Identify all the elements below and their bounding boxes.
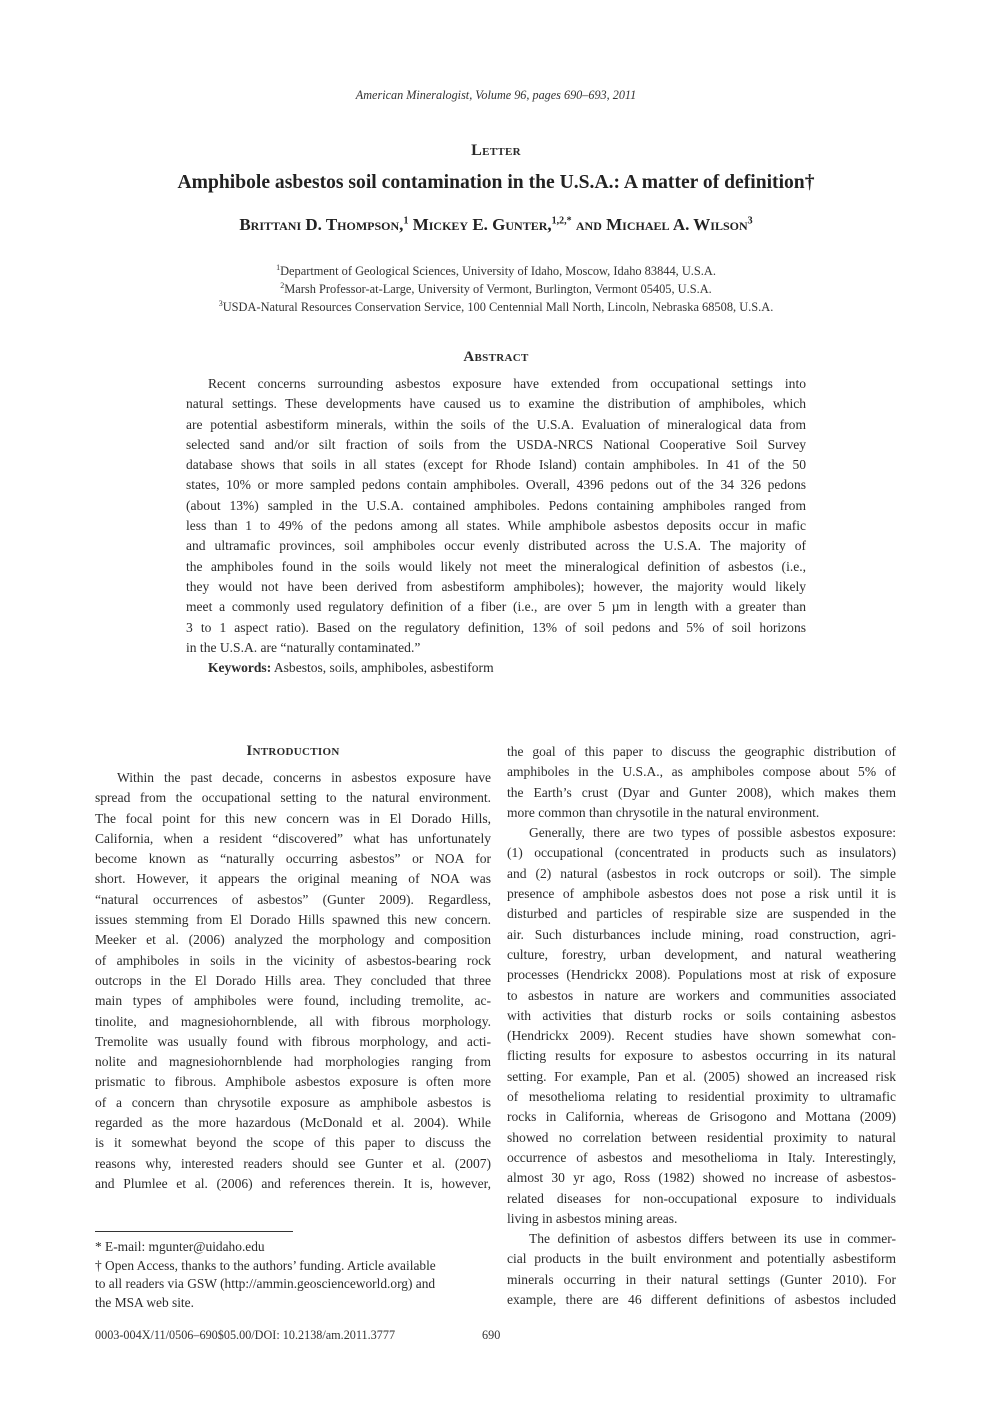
body-line: minerals occurring in their natural settings (Gunter 2010). For: [507, 1271, 896, 1287]
page-number: 690: [482, 1328, 501, 1342]
author-name: Brittani D. Thompson,: [239, 215, 404, 234]
affiliation-line: [0, 299, 992, 315]
body-line: Generally, there are two types of possible asbestos exposure:: [529, 825, 896, 841]
abstract-line: 3 to 1 aspect ratio). Based on the regulatory definition, 13% of soil pedons and 5% of soil horizons: [186, 619, 806, 635]
body-line: living in asbestos mining areas.: [507, 1210, 678, 1226]
body-line: main types of amphiboles were found, including tremolite, ac-: [95, 993, 491, 1009]
body-line: to asbestos in nature are workers and communities associated: [507, 987, 896, 1003]
section-label: Letter: [471, 142, 521, 159]
body-line: issues stemming from El Dorado Hills spawned this new concern.: [95, 912, 491, 928]
abstract-line: they would not have been derived from asbestiform amphiboles); however, the majority would likely: [186, 578, 806, 594]
body-line: reasons why, interested readers should see Gunter et al. (2007): [95, 1155, 491, 1171]
footnote-rule: [95, 1231, 293, 1232]
keywords-text: Asbestos, soils, amphiboles, asbestiform: [273, 660, 494, 676]
body-line: flicting results for exposure to asbestos occurring in its natural: [507, 1048, 896, 1064]
body-line: The focal point for this new concern was in El Dorado Hills,: [95, 810, 491, 826]
doi-line: 0003-004X/11/0506–690$05.00/DOI: 10.2138/am.2011.3777: [95, 1328, 396, 1342]
body-line: of amphiboles in soils in the vicinity of asbestos-bearing rock: [95, 952, 491, 968]
body-line: regarded as the more hazardous (McDonald et al. 2004). While: [95, 1115, 491, 1131]
body-line: of a concern than chrysotile exposure as amphibole asbestos is: [95, 1094, 491, 1110]
affiliation-marker: 1: [276, 263, 281, 272]
abstract-line: states, 10% or more sampled pedons contain amphiboles. Overall, 4396 pedons out of the 34 326 pedons: [186, 477, 806, 493]
body-line: almost 30 yr ago, Ross (1982) showed no increase of asbestos-: [507, 1170, 896, 1186]
intro-right-column: [507, 742, 896, 1310]
abstract-line: database shows that soils in all states (except for Rhode Island) contain amphiboles. In 41 of the 50: [186, 457, 806, 473]
body-line: spread from the occupational setting to the natural environment.: [95, 790, 491, 806]
body-line: nolite and magnesiohornblende had morphologies ranging from: [95, 1054, 491, 1070]
author-name: Michael A. Wilson: [606, 215, 748, 234]
body-line: “natural occurrences of asbestos” (Gunter 2009). Regardless,: [95, 891, 491, 907]
affiliation-line: [0, 263, 992, 279]
abstract-line: are potential asbestiform minerals, within the soils of the U.S.A. Evaluation of mineralogical data from: [186, 416, 806, 432]
body-line: the goal of this paper to discuss the geographic distribution of: [507, 744, 896, 759]
affiliation-line: [0, 281, 992, 297]
body-line: processes (Hendrickx 2008). Populations most at risk of exposure: [507, 967, 896, 983]
body-line: Meeker et al. (2006) analyzed the morphology and composition: [95, 932, 491, 948]
footnote-open-access-line: to all readers via GSW (http://ammin.geoscienceworld.org) and: [95, 1276, 436, 1291]
footnote-open-access-line: † Open Access, thanks to the authors’ funding. Article available: [95, 1257, 436, 1273]
body-line: occurrence of asbestos and mesothelioma in Italy. Interestingly,: [507, 1149, 896, 1165]
footnote-open-access-line: the MSA web site.: [95, 1294, 194, 1310]
body-line: amphiboles in the U.S.A., as amphiboles compose about 5% of: [507, 764, 896, 780]
abstract-line: Recent concerns surrounding asbestos exposure have extended from occupational settings into: [208, 376, 806, 391]
abstract-body: [186, 374, 806, 678]
keywords-label: Keywords:: [208, 660, 272, 676]
body-line: California, when a resident “discovered” what has unfortunately: [95, 830, 491, 846]
body-line: tinolite, and magnesiohornblende, all with fibrous morphology.: [95, 1013, 491, 1029]
abstract-heading: Abstract: [463, 349, 529, 365]
footnotes: [95, 1238, 495, 1312]
body-line: of mesothelioma relating to residential proximity to ultramafic: [507, 1089, 896, 1105]
author-conjunction: and: [575, 215, 602, 234]
body-line: prismatic to fibrous. Amphibole asbestos exposure is often more: [95, 1074, 491, 1090]
author-affiliation-marker: 3: [747, 215, 753, 227]
body-line: Within the past decade, concerns in asbestos exposure have: [117, 770, 491, 785]
author-name: Mickey E. Gunter,: [412, 215, 552, 234]
abstract-line: selected sand and/or silt fraction of soils from the USDA-NRCS National Cooperative Soil Survey: [186, 436, 806, 452]
abstract-line: (about 13%) sampled in the U.S.A. contained amphiboles. Pedons containing amphiboles ranged from: [186, 497, 806, 513]
body-line: become known as “naturally occurring asbestos” or NOA for: [95, 851, 491, 867]
author-list: [0, 215, 992, 235]
affiliation-marker: 2: [280, 281, 285, 290]
body-line: more common than chrysotile in the natural environment.: [507, 804, 820, 820]
body-line: example, there are 46 different definitions of asbestos included: [507, 1292, 896, 1308]
affiliation-text: Marsh Professor-at-Large, University of Vermont, Burlington, Vermont 05405, U.S.A.: [284, 282, 712, 297]
keywords-line: [186, 658, 806, 678]
body-line: short. However, it appears the original meaning of NOA was: [95, 871, 491, 887]
paper-title: Amphibole asbestos soil contamination in the U.S.A.: A matter of definition†: [177, 172, 815, 193]
body-line: presence of amphibole asbestos does not pose a risk until it is: [507, 886, 896, 902]
abstract-line: meet a commonly used regulatory definition of a fiber (i.e., are over 5 µm in length with a greater than: [186, 599, 806, 615]
body-line: cial products in the built environment and potentially asbestiform: [507, 1251, 896, 1267]
body-line: related diseases for non-occupational exposure to individuals: [507, 1190, 896, 1206]
abstract-line: and ultramafic provinces, soil amphiboles occur evenly distributed across the U.S.A. The majority of: [186, 538, 806, 554]
body-line: the Earth’s crust (Dyar and Gunter 2008), which makes them: [507, 784, 896, 800]
body-line: Tremolite was usually found with fibrous morphology, and acti-: [95, 1033, 491, 1049]
introduction-heading: Introduction: [246, 743, 340, 759]
abstract-line: the amphiboles found in the soils would likely not meet the mineralogical definition of asbestos (i.e.,: [186, 558, 806, 574]
intro-left-column: [95, 768, 491, 1194]
body-line: outcrops in the El Dorado Hills area. They concluded that three: [95, 972, 491, 988]
body-line: rocks in California, whereas de Grisogono and Mottana (2009): [507, 1109, 896, 1125]
body-line: (1) occupational (concentrated in products such as insulators): [507, 845, 896, 861]
body-line: is it somewhat beyond the scope of this paper to discuss the: [95, 1135, 491, 1151]
abstract-line: in the U.S.A. are “naturally contaminated.”: [186, 639, 421, 655]
body-line: disturbed and particles of respirable size are suspended in the: [507, 906, 896, 922]
affiliation-text: Department of Geological Sciences, University of Idaho, Moscow, Idaho 83844, U.S.A.: [280, 264, 716, 279]
body-line: (Hendrickx 2009). Recent studies have shown somewhat con-: [507, 1028, 896, 1044]
body-line: setting. For example, Pan et al. (2005) showed an increased risk: [507, 1068, 896, 1084]
body-line: with activities that disturb rocks or soils containing asbestos: [507, 1007, 896, 1023]
author-affiliation-marker: 1,2,*: [551, 215, 572, 227]
abstract-line: natural settings. These developments have caused us to examine the distribution of amphiboles, which: [186, 396, 806, 412]
journal-running-head: American Mineralogist, Volume 96, pages 690–693, 2011: [355, 88, 637, 102]
body-line: and Plumlee et al. (2006) and references therein. It is, however,: [95, 1175, 491, 1191]
abstract-line: less than 1 to 49% of the pedons among all states. While amphibole asbestos deposits occur in mafic: [186, 518, 806, 534]
body-line: and (2) natural (asbestos in rock outcrops or soil). The simple: [507, 865, 896, 881]
body-line: showed no correlation between residential proximity to natural: [507, 1129, 896, 1145]
body-line: culture, forestry, urban development, and natural weathering: [507, 946, 896, 962]
footnote-email: * E-mail: mgunter@uidaho.edu: [95, 1239, 265, 1254]
author-affiliation-marker: 1: [403, 215, 409, 227]
affiliation-text: USDA-Natural Resources Conservation Service, 100 Centennial Mall North, Lincoln, Nebraska 68508, U.S.A.: [222, 300, 774, 315]
body-line: air. Such disturbances include mining, road construction, agri-: [507, 926, 896, 942]
affiliation-marker: 3: [218, 299, 223, 308]
body-line: The definition of asbestos differs between its use in commer-: [529, 1231, 896, 1247]
